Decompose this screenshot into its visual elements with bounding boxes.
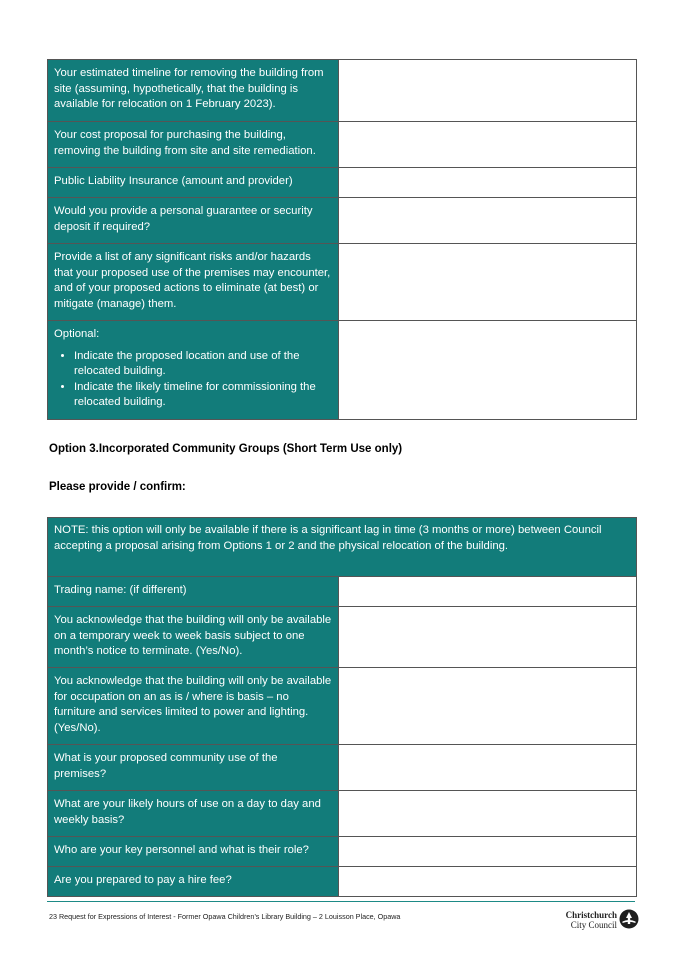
table-row (48, 168, 637, 198)
table-row (48, 244, 637, 321)
answer-cell[interactable] (339, 668, 637, 745)
answer-cell[interactable] (339, 867, 637, 897)
table-row (48, 198, 637, 244)
answer-cell[interactable] (339, 244, 637, 321)
optional-list (54, 349, 332, 411)
answer-cell[interactable] (339, 791, 637, 837)
question-cell: Public Liability Insurance (amount and provider) (48, 168, 339, 198)
answer-cell[interactable] (339, 607, 637, 668)
cathedral-emblem-icon (619, 909, 639, 929)
logo-line1: Christchurch (565, 910, 617, 920)
table-row (48, 518, 637, 577)
table-row (48, 577, 637, 607)
answer-cell[interactable] (339, 198, 637, 244)
answer-cell[interactable] (339, 168, 637, 198)
table-row (48, 837, 637, 867)
table-row (48, 607, 637, 668)
question-cell: Would you provide a personal guarantee or security deposit if required? (48, 198, 339, 244)
note-cell: NOTE: this option will only be available if there is a significant lag in time (3 months or more) between Council accepting a proposal arising from Options 1 or 2 and the physical relocation of the building. (48, 518, 637, 577)
table-row (48, 791, 637, 837)
logo-line2: City Council (570, 920, 617, 930)
proposal-table (47, 59, 637, 420)
community-groups-table (47, 517, 637, 897)
question-cell: Are you prepared to pay a hire fee? (48, 867, 339, 897)
answer-cell[interactable] (339, 837, 637, 867)
question-cell: Who are your key personnel and what is their role? (48, 837, 339, 867)
council-logo (555, 908, 639, 930)
question-cell: What is your proposed community use of the premises? (48, 745, 339, 791)
list-item: • Indicate the proposed location and use of the relocated building. (74, 349, 332, 380)
answer-cell[interactable] (339, 122, 637, 168)
optional-label: Optional: (54, 328, 100, 340)
table-row (48, 668, 637, 745)
question-cell: You acknowledge that the building will only be available on a temporary week to week basis subject to one month’s notice to terminate. (Yes/No). (48, 607, 339, 668)
footer-text: 23 Request for Expressions of Interest - Former Opawa Children’s Library Building – 2 Louisson Place, Opawa (49, 912, 401, 921)
question-cell: You acknowledge that the building will only be available for occupation on an as is / where is basis – no furniture and services limited to power and lighting. (Yes/No). (48, 668, 339, 745)
table-row (48, 321, 637, 420)
answer-cell[interactable] (339, 745, 637, 791)
table-row (48, 60, 637, 122)
answer-cell[interactable] (339, 60, 637, 122)
question-cell: Your estimated timeline for removing the building from site (assuming, hypothetically, that the building is available for relocation on 1 February 2023). (48, 60, 339, 122)
question-cell: What are your likely hours of use on a day to day and weekly basis? (48, 791, 339, 837)
footer-divider (47, 901, 635, 902)
table-row (48, 122, 637, 168)
table-row (48, 867, 637, 897)
question-cell: Trading name: (if different) (48, 577, 339, 607)
list-item: • Indicate the likely timeline for commissioning the relocated building. (74, 380, 332, 411)
answer-cell[interactable] (339, 321, 637, 420)
question-cell: Provide a list of any significant risks and/or hazards that your proposed use of the premises may encounter, and of your proposed actions to eliminate (at best) or mitigate (manage) them. (48, 244, 339, 321)
question-cell: Your cost proposal for purchasing the building, removing the building from site and site remediation. (48, 122, 339, 168)
provide-heading: Please provide / confirm: (49, 481, 186, 493)
optional-cell (48, 321, 339, 420)
table-row (48, 745, 637, 791)
answer-cell[interactable] (339, 577, 637, 607)
option3-heading: Option 3.Incorporated Community Groups (Short Term Use only) (49, 443, 403, 455)
